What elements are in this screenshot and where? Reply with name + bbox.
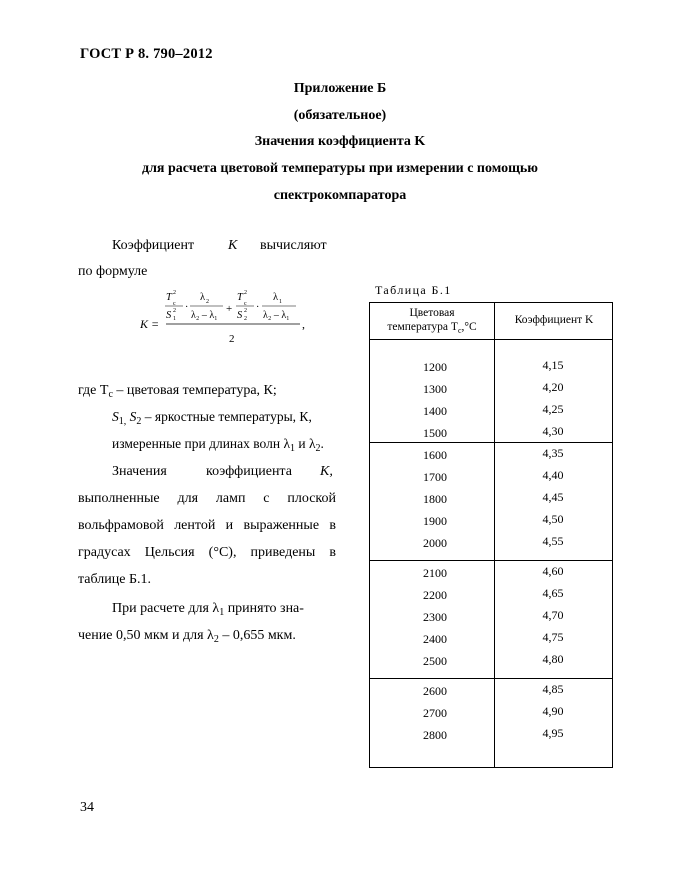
p3-sub: 1: [219, 607, 225, 618]
svg-text:2: 2: [173, 290, 176, 296]
svg-text:2: 2: [206, 299, 209, 305]
col-header-temperature-line2: [370, 320, 494, 338]
p2-word-3: K,: [320, 464, 333, 479]
svg-text:λ: λ: [200, 292, 206, 303]
coefficient-cell: 4,15: [542, 358, 564, 372]
intro-symbol-k: K: [228, 238, 238, 253]
where-sub: с: [108, 389, 113, 400]
paragraph-values-line3: вольфрамовой лентой и выраженные в: [78, 518, 336, 533]
section-title-line3: спектрокомпаратора: [273, 188, 407, 203]
temperature-cell: 1600: [423, 448, 447, 462]
s-symbol: S: [112, 409, 119, 424]
svg-text:c: c: [173, 301, 176, 307]
standard-header: ГОСТ Р 8. 790–2012: [80, 46, 213, 62]
paragraph-intro: [112, 236, 336, 256]
svg-text:T: T: [237, 292, 243, 303]
col-header-temperature: [370, 306, 494, 338]
s-line: [112, 407, 312, 432]
coefficient-cell: 4,35: [542, 446, 564, 460]
s-sub1: 1,: [118, 416, 127, 427]
coefficient-cell: 4,75: [542, 630, 564, 644]
svg-text:1: 1: [173, 316, 176, 322]
coefficient-cell: 4,25: [542, 402, 564, 416]
temperature-cell: 2700: [423, 706, 447, 720]
svg-text:2: 2: [244, 316, 247, 322]
measured-a: измеренные при длинах волн λ: [112, 436, 291, 451]
p3-l2-sub: 2: [213, 634, 219, 645]
coefficient-cell: 4,20: [542, 380, 564, 394]
svg-text:·: ·: [256, 302, 260, 313]
where-line: [78, 381, 277, 405]
group-separator: [370, 678, 612, 679]
formula-denominator: 2: [229, 333, 235, 345]
svg-text:2: 2: [244, 290, 247, 296]
table-b1: [369, 302, 613, 768]
temperature-cell: 2500: [423, 654, 447, 668]
measured-b: и λ: [295, 436, 316, 451]
temperature-cell: 1400: [423, 404, 447, 418]
group-separator: [370, 442, 612, 443]
svg-text:S: S: [166, 310, 172, 321]
s-rest: – яркостные температуры, К,: [141, 409, 312, 424]
coefficient-cell: 4,80: [542, 652, 564, 666]
temperature-cell: 1900: [423, 514, 447, 528]
temperature-cell: 1700: [423, 470, 447, 484]
group-separator: [370, 560, 612, 561]
coefficient-cell: 4,55: [542, 534, 564, 548]
col-header-sub: с: [457, 326, 462, 335]
section-title-line2: для расчета цветовой температуры при измерении с помощью: [142, 161, 538, 176]
measured-line: [112, 434, 324, 459]
col-header-coefficient: Коэффициент K: [514, 314, 594, 326]
svg-text:c: c: [244, 301, 247, 307]
temperature-cell: 1200: [423, 360, 447, 374]
paragraph-values-line1: [112, 462, 336, 482]
formula-k: [140, 286, 340, 352]
svg-text:S: S: [237, 310, 243, 321]
p3-l2-b: – 0,655 мкм.: [218, 628, 296, 643]
paragraph-calc-line2: [78, 626, 296, 650]
col-header-unit: ,°С: [461, 321, 477, 333]
table-caption: Таблица Б.1: [375, 283, 452, 297]
temperature-cell: 2000: [423, 536, 447, 550]
paragraph-values-line2: выполненные для ламп с плоской: [78, 491, 336, 506]
paragraph-values-line5: таблице Б.1.: [78, 572, 152, 587]
svg-text:T: T: [166, 292, 172, 303]
appendix-status: (обязательное): [293, 108, 387, 123]
coefficient-cell: 4,70: [542, 608, 564, 622]
coefficient-cell: 4,50: [542, 512, 564, 526]
measured-c: .: [320, 436, 324, 451]
svg-text:,: ,: [302, 317, 305, 331]
temperature-cell: 2300: [423, 610, 447, 624]
svg-text:λ₂ – λ₁: λ₂ – λ₁: [263, 310, 290, 321]
temperature-cell: 1300: [423, 382, 447, 396]
svg-text:+: +: [226, 303, 233, 315]
coefficient-cell: 4,95: [542, 726, 564, 740]
p2-word-1: Значения: [112, 464, 167, 479]
where-rest: – цветовая температура, К;: [112, 383, 277, 398]
svg-text:2: 2: [244, 308, 247, 314]
measured-sub2: 2: [315, 443, 321, 454]
paragraph-values-line4: градусах Цельсия (°С), приведены в: [78, 545, 336, 560]
temperature-cell: 1500: [423, 426, 447, 440]
section-title-line1: Значения коэффициента K: [254, 134, 426, 149]
appendix-title: Приложение Б: [293, 81, 387, 96]
page-number: 34: [80, 800, 94, 815]
formula-lhs: K =: [140, 317, 160, 331]
coefficient-cell: 4,65: [542, 586, 564, 600]
s-sub2: 2: [136, 416, 142, 427]
p3-a: При расчете для λ: [112, 601, 220, 616]
svg-text:·: ·: [185, 302, 189, 313]
p2-word-2: коэффициента: [206, 464, 292, 479]
temperature-cell: 2600: [423, 684, 447, 698]
svg-text:λ₂ – λ₁: λ₂ – λ₁: [191, 310, 218, 321]
p3-b: принято зна-: [224, 601, 304, 616]
coefficient-cell: 4,60: [542, 564, 564, 578]
col-header-temperature-line1: Цветовая: [409, 307, 455, 319]
coefficient-cell: 4,40: [542, 468, 564, 482]
table-header: [370, 303, 612, 340]
s-symbol-2: S: [126, 409, 137, 424]
column-divider: [494, 303, 495, 767]
temperature-cell: 2400: [423, 632, 447, 646]
col-header-t: температура T: [387, 321, 458, 333]
temperature-cell: 2100: [423, 566, 447, 580]
intro-word-1: Коэффициент: [112, 238, 195, 253]
measured-sub1: 1: [290, 443, 296, 454]
where-text: где T: [78, 383, 109, 398]
coefficient-cell: 4,30: [542, 424, 564, 438]
p3-l2-a: чение 0,50 мкм и для λ: [78, 628, 214, 643]
coefficient-cell: 4,85: [542, 682, 564, 696]
temperature-cell: 1800: [423, 492, 447, 506]
coefficient-cell: 4,90: [542, 704, 564, 718]
svg-text:2: 2: [173, 308, 176, 314]
paragraph-calc-line1: [112, 599, 304, 623]
temperature-cell: 2800: [423, 728, 447, 742]
intro-word-3: вычисляют: [260, 238, 327, 253]
temperature-cell: 2200: [423, 588, 447, 602]
svg-text:λ: λ: [273, 292, 279, 303]
coefficient-cell: 4,45: [542, 490, 564, 504]
svg-text:1: 1: [279, 299, 282, 305]
paragraph-intro-line2: по формуле: [78, 264, 148, 279]
